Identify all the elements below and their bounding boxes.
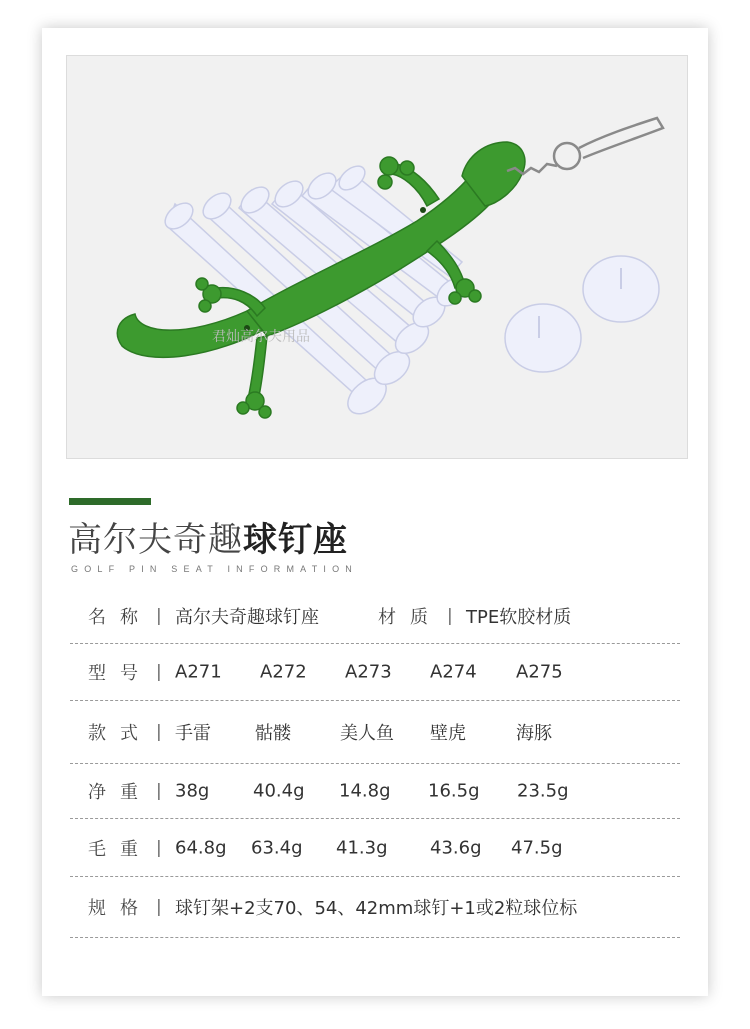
spec-label: 净重 <box>88 782 152 803</box>
spec-value: 14.8g <box>339 780 391 802</box>
spec-value: 23.5g <box>517 780 569 802</box>
accent-bar <box>69 498 151 505</box>
spec-label: 型号 <box>88 663 152 684</box>
spec-label: 名称 <box>88 607 152 628</box>
spec-value: 手雷 <box>175 723 211 744</box>
gecko-leg-back-bottom <box>249 336 267 396</box>
gecko-leg-front-top <box>392 164 439 206</box>
title-light: 高尔夫奇趣 <box>68 520 243 560</box>
spec-value: 41.3g <box>336 837 388 858</box>
spec-value: 40.4g <box>253 780 305 802</box>
separator: | <box>156 606 162 626</box>
separator: | <box>156 781 162 801</box>
spec-label: 毛重 <box>88 838 152 860</box>
spec-table <box>70 589 680 938</box>
spec-value: A271 <box>175 661 222 683</box>
separator: | <box>156 722 162 742</box>
page-title <box>68 512 348 561</box>
separator: | <box>156 662 162 682</box>
spec-value: 美人鱼 <box>340 723 394 744</box>
spec-value: 壁虎 <box>430 723 466 744</box>
separator: | <box>447 606 453 626</box>
spec-value: A274 <box>430 661 477 683</box>
ball-marker-1 <box>505 304 581 372</box>
spec-label: 款式 <box>88 723 152 744</box>
spec-value: 16.5g <box>428 780 480 802</box>
spec-row-net-weight <box>70 764 680 819</box>
spec-value: 高尔夫奇趣球钉座 <box>175 607 319 628</box>
spec-row-model <box>70 644 680 701</box>
spec-row-gross-weight <box>70 819 680 877</box>
spec-value: 43.6g <box>430 837 482 858</box>
product-photo <box>66 55 688 459</box>
separator: | <box>156 837 162 858</box>
spec-row-specification <box>70 877 680 938</box>
spec-value: 47.5g <box>511 837 563 858</box>
spec-value: 63.4g <box>251 837 303 858</box>
spec-value: 海豚 <box>516 723 552 744</box>
spec-label-material: 材质 <box>378 607 442 628</box>
spec-value-material: TPE软胶材质 <box>466 607 572 628</box>
watermark: 君灿高尔夫用品 <box>212 329 310 345</box>
title-bold: 球钉座 <box>243 520 348 560</box>
spec-row-style <box>70 701 680 764</box>
key-ring <box>554 143 580 169</box>
spec-value: 64.8g <box>175 837 227 858</box>
separator: | <box>156 897 162 917</box>
spec-value: 球钉架+2支70、54、42mm球钉+1或2粒球位标 <box>175 898 578 919</box>
clip <box>579 118 663 158</box>
spec-value: A272 <box>260 661 307 683</box>
spec-value: 38g <box>175 780 210 802</box>
product-card <box>42 28 708 996</box>
spec-value: A273 <box>345 661 392 683</box>
page-subtitle: GOLF PIN SEAT INFORMATION <box>71 564 359 574</box>
gecko-tee-holder-image <box>67 56 687 458</box>
spec-label: 规格 <box>88 898 152 919</box>
spec-value: A275 <box>516 661 563 683</box>
spec-value: 骷髅 <box>255 723 291 744</box>
spec-row-name <box>70 589 680 644</box>
